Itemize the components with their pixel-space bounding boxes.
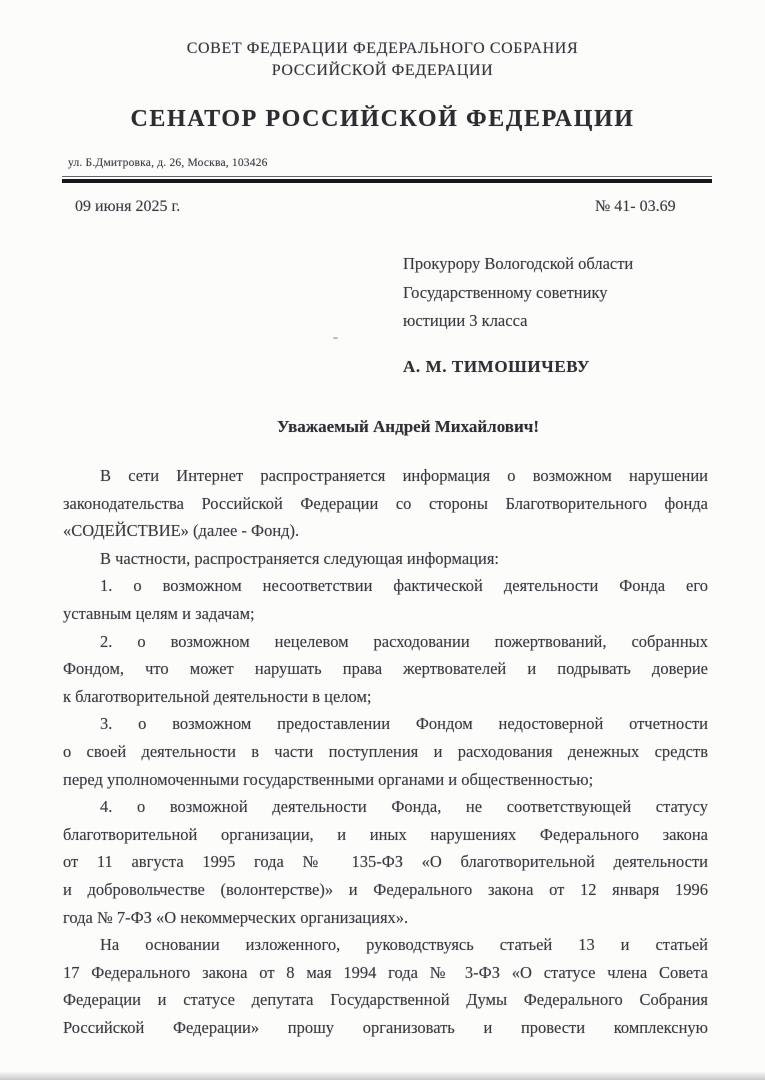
body-line: Российской Федерации» прошу организовать и провести комплексную [63, 1017, 708, 1037]
recipient-line: юстиции 3 класса [403, 311, 528, 330]
body-line: от 11 августа 1995 года № 135-ФЗ «О благотворительной деятельности [63, 852, 708, 872]
body-paragraph [63, 710, 708, 793]
letterhead-title: СЕНАТОР РОССИЙСКОЙ ФЕДЕРАЦИИ [130, 106, 635, 132]
body-paragraph [63, 931, 708, 1041]
body-line: 17 Федерального закона от 8 мая 1994 года № 3-ФЗ «О статусе члена Совета [63, 962, 708, 982]
scan-bottom-shadow [0, 1071, 765, 1080]
body-line: В сети Интернет распространяется информация о возможном нарушении [100, 466, 708, 485]
letterhead-org [0, 38, 765, 82]
body-line: На основании изложенного, руководствуясь статьей 13 и статьей [100, 935, 708, 955]
body-line: «СОДЕЙСТВИЕ» (далее - Фонд). [63, 521, 300, 541]
letterhead-org-line2: РОССИЙСКОЙ ФЕДЕРАЦИИ [271, 62, 494, 79]
body-paragraph [63, 545, 708, 573]
body-line: перед уполномоченными государственными органами и общественностью; [63, 769, 594, 789]
body-line: и добровольчестве (волонтерстве)» и Федерального закона от 12 января 1996 [63, 879, 708, 899]
body-line: года № 7-ФЗ «О некоммерческих организациях». [63, 907, 409, 927]
body-line: уставным целям и задачам; [63, 603, 255, 623]
letterhead-rule-thin [62, 176, 712, 177]
recipient-line: Прокурору Вологодской области [403, 254, 634, 273]
body-line: Фондом, что может нарушать права жертвователей и подрывать доверие [63, 659, 708, 679]
scan-smudge-artifact [333, 337, 338, 339]
letter-body [63, 462, 708, 1041]
body-line: 1. о возможном несоответствии фактической деятельности Фонда его [100, 576, 708, 596]
letterhead-org-line1: СОВЕТ ФЕДЕРАЦИИ ФЕДЕРАЛЬНОГО СОБРАНИЯ [186, 40, 579, 57]
letterhead-rule-thick [62, 179, 712, 183]
letter-number: № 41- 03.69 [595, 198, 676, 215]
body-line: 4. о возможной деятельности Фонда, не соответствующей статусу [100, 797, 708, 817]
body-paragraph [63, 793, 708, 931]
body-line: о своей деятельности в части поступления и расходования денежных средств [63, 741, 708, 761]
body-line: к благотворительной деятельности в целом; [63, 686, 372, 706]
body-line: 2. о возможном нецелевом расходовании пожертвований, собранных [100, 631, 708, 651]
recipient-lines [403, 250, 633, 336]
letterhead-address: ул. Б.Дмитровка, д. 26, Москва, 103426 [68, 157, 268, 169]
body-line: законодательства Российской Федерации со стороны Благотворительного фонда [63, 493, 708, 513]
letter-date: 09 июня 2025 г. [75, 198, 181, 215]
body-paragraph [63, 628, 708, 711]
body-paragraph [63, 462, 708, 545]
body-line: В частности, распространяется следующая информация: [100, 548, 499, 568]
body-paragraph [63, 572, 708, 627]
recipient-line: Государственному советнику [403, 282, 608, 302]
recipient-name: А. М. ТИМОШИЧЕВУ [403, 357, 590, 376]
salutation: Уважаемый Андрей Михайлович! [277, 417, 539, 436]
body-line: 3. о возможном предоставлении Фондом недостоверной отчетности [100, 714, 708, 734]
body-line: Федерации и статусе депутата Государственной Думы Федерального Собрания [63, 990, 708, 1010]
body-line: благотворительной организации, и иных нарушениях Федерального закона [63, 824, 708, 844]
